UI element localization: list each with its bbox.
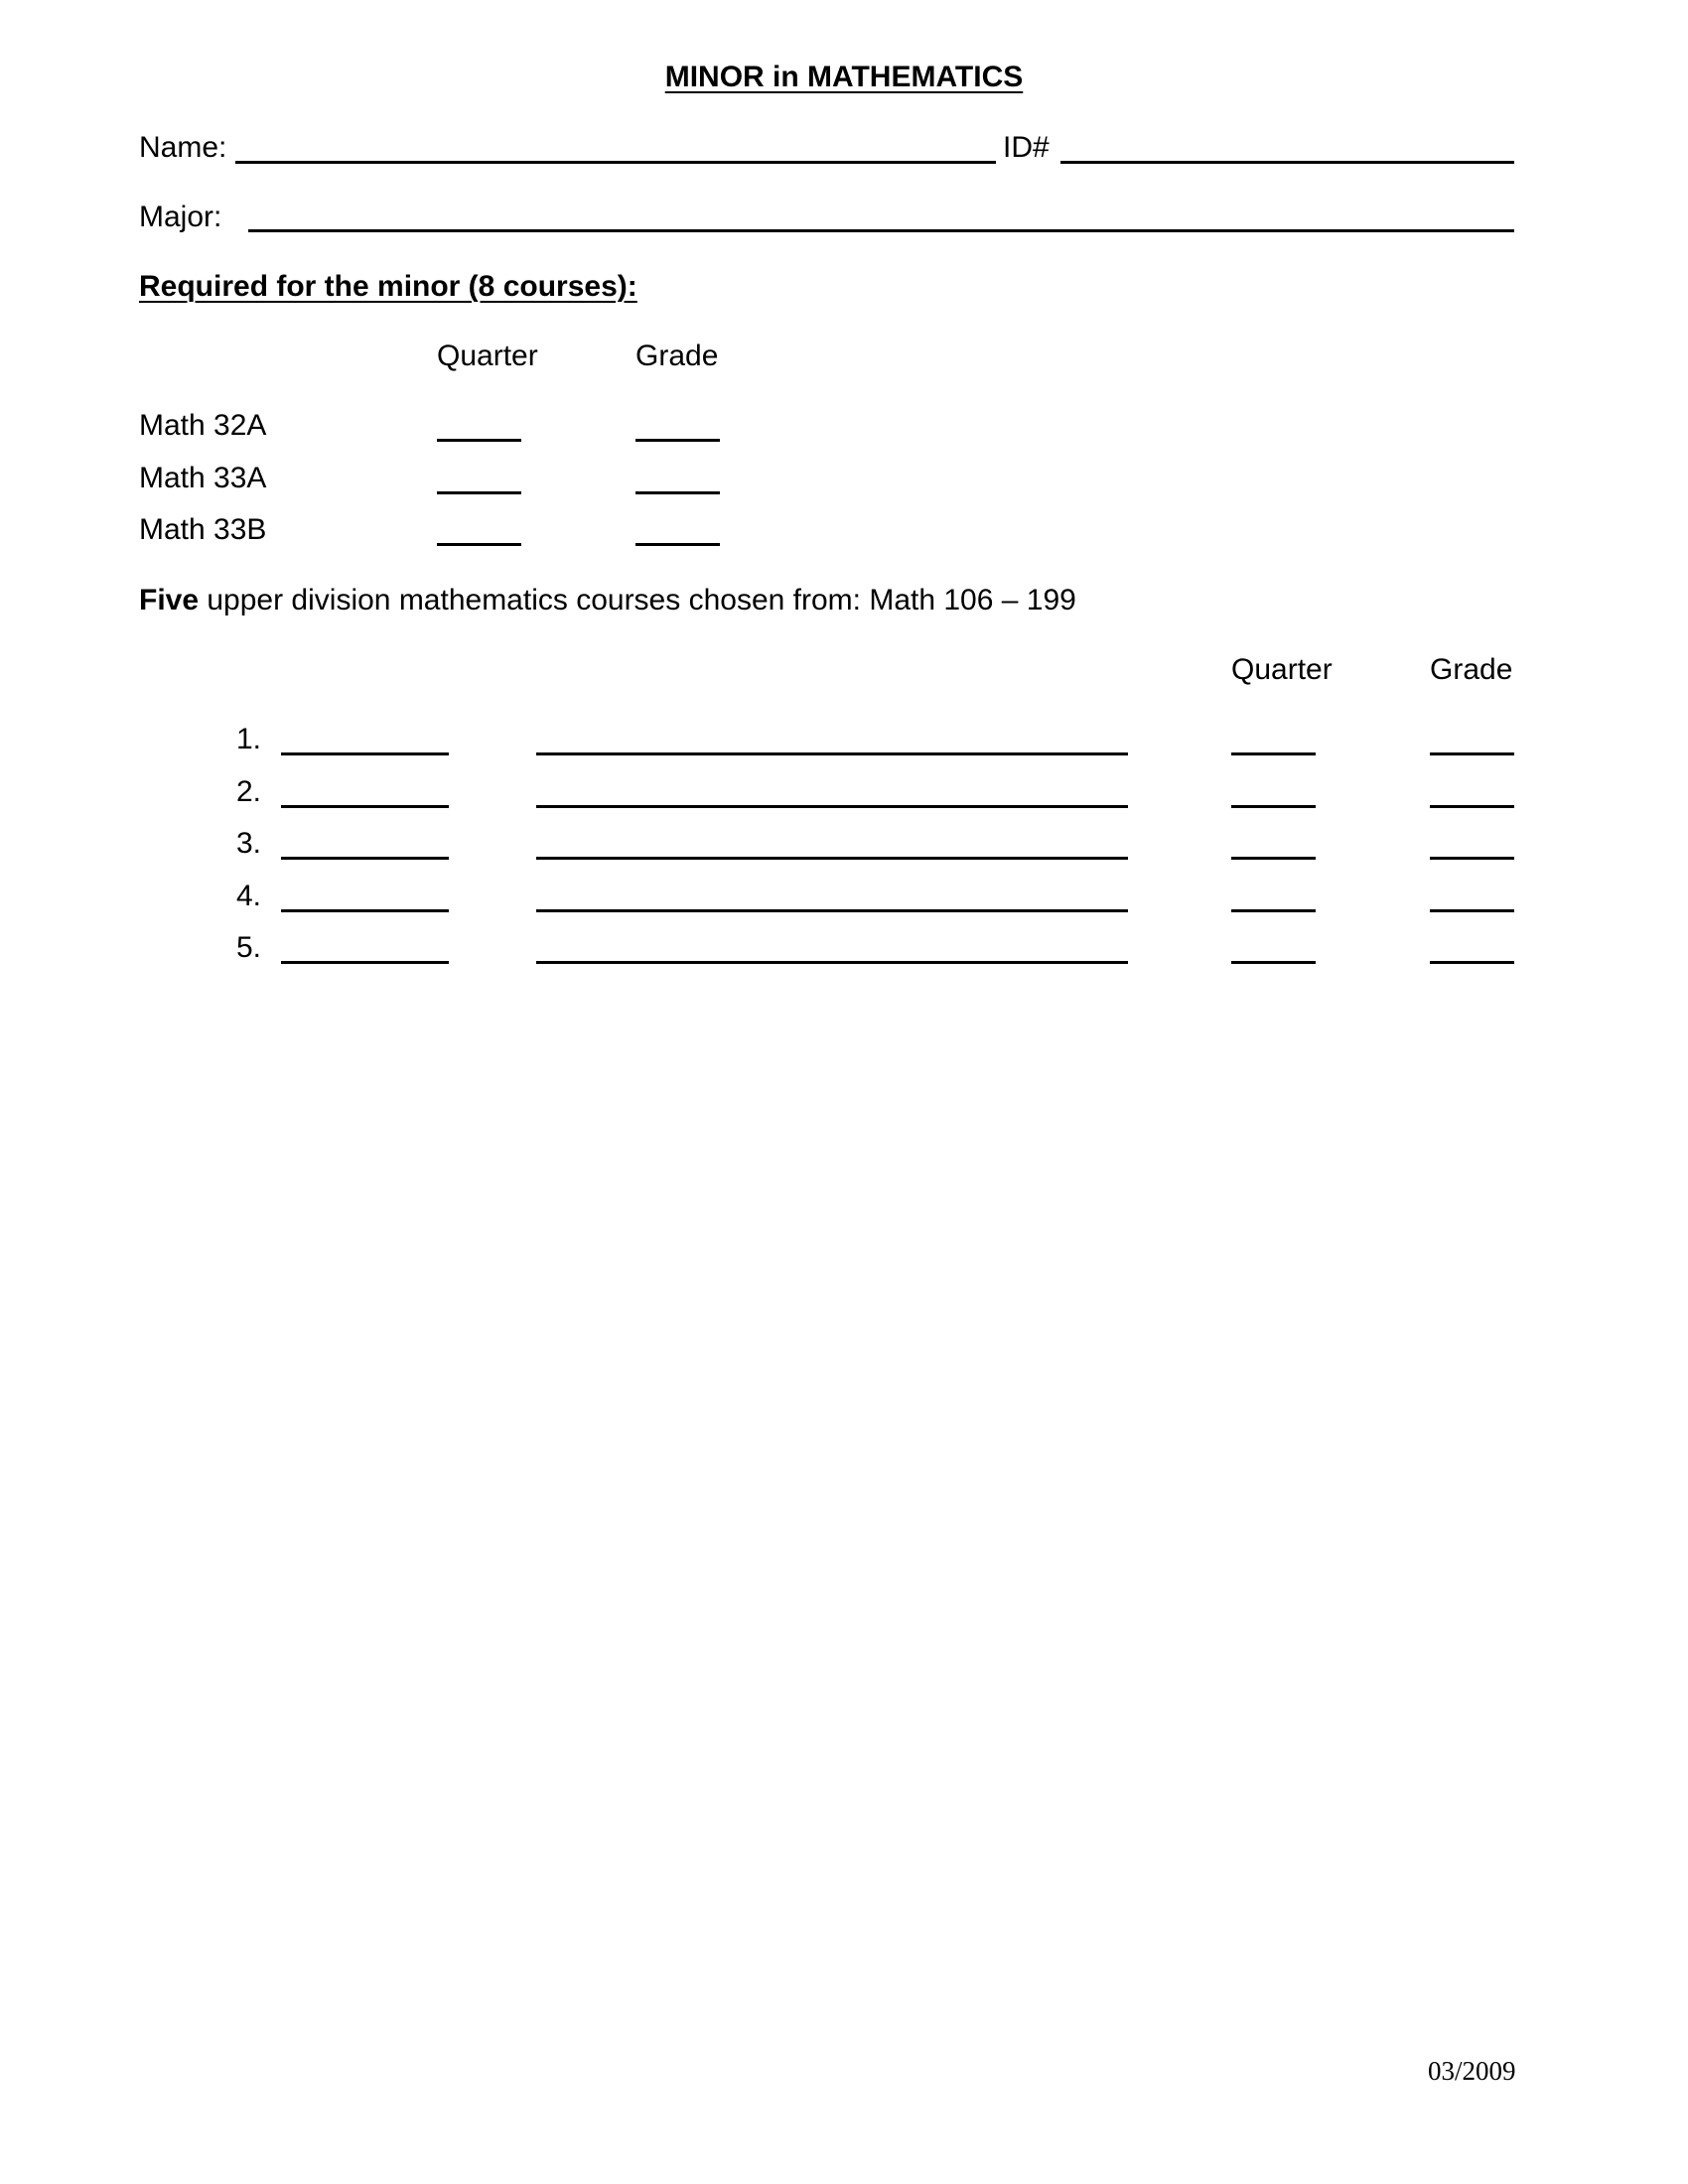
upper-row-4-course-number-field[interactable]	[281, 909, 449, 912]
major-field[interactable]	[248, 229, 1514, 232]
upper-row-3-quarter-field[interactable]	[1231, 857, 1316, 860]
required-course-3: Math 33B	[139, 513, 267, 546]
upper-row-number: 4.	[236, 880, 262, 912]
upper-row-4-quarter-field[interactable]	[1231, 909, 1316, 912]
upper-row-1-grade-field[interactable]	[1430, 752, 1514, 755]
required-quarter-header: Quarter	[437, 340, 538, 372]
upper-row-number: 1.	[236, 723, 262, 755]
required-course-3-grade-field[interactable]	[635, 543, 720, 546]
upper-row-3-course-title-field[interactable]	[536, 857, 1128, 860]
upper-division-count: Five	[139, 584, 200, 616]
upper-row-5-course-number-field[interactable]	[281, 961, 449, 964]
upper-grade-header: Grade	[1430, 653, 1513, 686]
name-label: Name:	[139, 131, 227, 164]
required-course-1: Math 32A	[139, 409, 267, 442]
required-heading: Required for the minor (8 courses):	[139, 270, 637, 303]
upper-row-number: 3.	[236, 827, 262, 860]
required-course-2-grade-field[interactable]	[635, 491, 720, 494]
required-course-2-quarter-field[interactable]	[437, 491, 521, 494]
upper-row-2-grade-field[interactable]	[1430, 805, 1514, 808]
upper-row-number: 5.	[236, 931, 262, 964]
upper-row-3-grade-field[interactable]	[1430, 857, 1514, 860]
upper-row-2-course-title-field[interactable]	[536, 805, 1128, 808]
required-course-1-quarter-field[interactable]	[437, 439, 521, 442]
upper-row-2-course-number-field[interactable]	[281, 805, 449, 808]
name-field[interactable]	[235, 161, 996, 164]
upper-row-1-quarter-field[interactable]	[1231, 752, 1316, 755]
upper-row-1-course-title-field[interactable]	[536, 752, 1128, 755]
upper-row-4-grade-field[interactable]	[1430, 909, 1514, 912]
upper-row-4-course-title-field[interactable]	[536, 909, 1128, 912]
major-label: Major:	[139, 201, 222, 233]
upper-row-number: 2.	[236, 775, 262, 808]
upper-division-text: upper division mathematics courses chosen from: Math 106 – 199	[199, 584, 1076, 616]
upper-division-intro	[139, 586, 1076, 615]
upper-row-1-course-number-field[interactable]	[281, 752, 449, 755]
revision-date: 03/2009	[1428, 2056, 1516, 2086]
id-field[interactable]	[1060, 161, 1514, 164]
upper-row-3-course-number-field[interactable]	[281, 857, 449, 860]
required-grade-header: Grade	[635, 340, 719, 372]
page-title: MINOR in MATHEMATICS	[664, 61, 1024, 93]
id-label: ID#	[1003, 131, 1050, 164]
required-course-2: Math 33A	[139, 462, 267, 494]
required-course-3-quarter-field[interactable]	[437, 543, 521, 546]
upper-row-2-quarter-field[interactable]	[1231, 805, 1316, 808]
upper-row-5-quarter-field[interactable]	[1231, 961, 1316, 964]
upper-quarter-header: Quarter	[1231, 653, 1333, 686]
upper-row-5-grade-field[interactable]	[1430, 961, 1514, 964]
upper-row-5-course-title-field[interactable]	[536, 961, 1128, 964]
required-course-1-grade-field[interactable]	[635, 439, 720, 442]
